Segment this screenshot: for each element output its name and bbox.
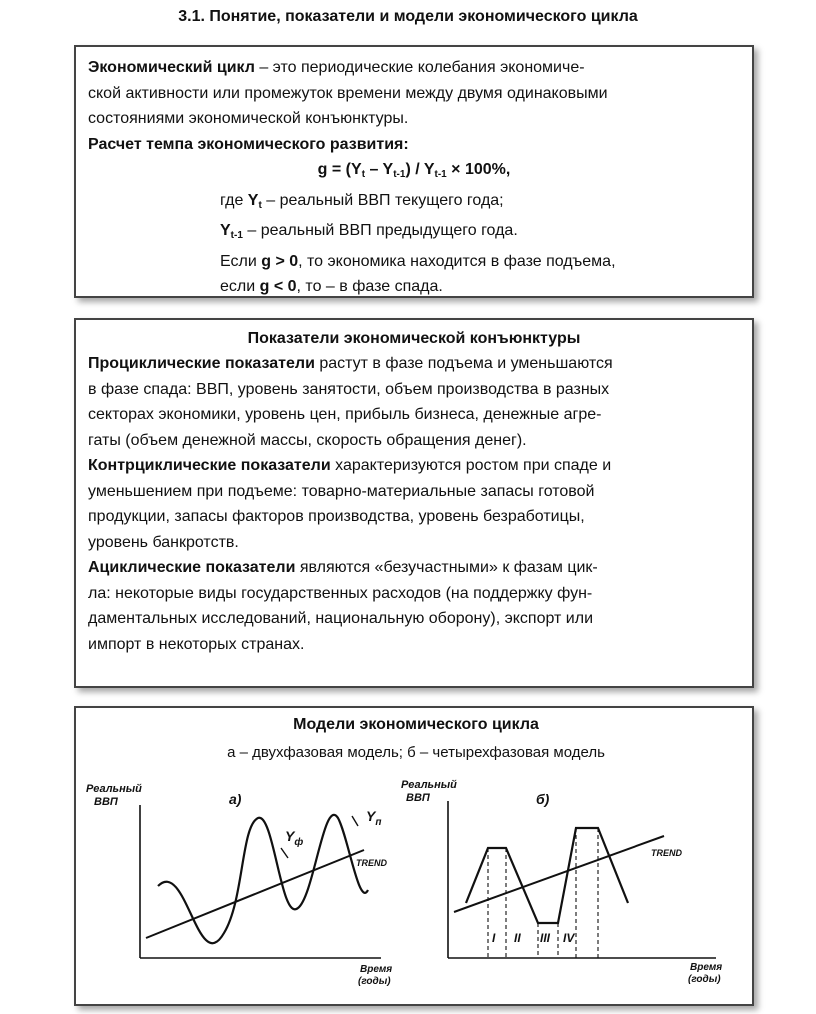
formula-part: ) / Y [405,161,435,178]
counter-line-4: уровень банкротств. [88,533,239,551]
definition-line-2: ской активности или промежуток времени между двумя одинаковыми [88,84,608,102]
formula-part: – Y [365,161,394,178]
counter-term: Контрциклические показатели [88,457,331,474]
g-positive: g > 0 [261,252,299,270]
acyclic-line-3: даментальных исследований, национальную оборону), экспорт или [88,610,594,627]
chart-b-ylabel-2: ВВП [406,792,430,804]
formula-sub: t-1 [434,169,447,180]
definition-box [74,45,754,298]
where-text: – реальный ВВП текущего года; [261,191,504,209]
chart-b [401,779,722,985]
definition-line-1 [88,55,740,81]
chart-a-yp-pointer [352,816,358,826]
counter-line-3: продукции, запасы факторов производства, уровень безработицы, [88,508,585,525]
chart-b-phase-2: II [514,931,521,945]
acyclic-text: являются «безучастными» к фазам цик- [295,559,598,576]
chart-a-yp-y: Y [366,808,376,824]
chart-a-yp-sub: п [375,817,382,828]
chart-a-xlabel-2: (годы) [358,976,391,987]
chart-a-yf-sub: ф [294,837,304,848]
g-negative: g < 0 [259,278,297,295]
chart-a-ylabel-1: Реальный [86,783,142,795]
pro-term: Проциклические показатели [88,355,315,372]
chart-b-trend-line [454,836,664,912]
var-y: Y [220,222,231,239]
definition-term: Экономический цикл [88,59,255,76]
chart-b-phase-1: I [492,931,496,945]
chart-a-trend-label: TREND [356,858,387,868]
models-diagram [76,708,752,1004]
chart-a-trend-line [146,850,364,938]
models-subheading: а – двухфазовая модель; б – четырехфазовая модель [227,744,605,761]
chart-b-label: б) [536,791,550,807]
chart-a-label: а) [229,791,242,807]
chart-a-yf-label [285,828,303,848]
counter-text: характеризуются ростом при спаде и [330,457,612,474]
where-prefix: где [220,191,248,209]
chart-b-xlabel-2: (годы) [688,974,721,985]
growth-formula [88,157,740,188]
var-sub: t [258,199,262,211]
chart-b-xlabel-1: Время [690,962,723,973]
where-line [88,188,740,219]
acyclic-line-4: импорт в некоторых странах. [88,635,305,653]
if-text: , то экономика находится в фазе подъема, [298,252,616,270]
counter-line-2: уменьшением при подъеме: товарно-материальные запасы готовой [88,482,595,500]
formula-sub: t [361,169,366,180]
if-line [88,249,740,275]
prev-text: – реальный ВВП предыдущего года. [242,222,518,239]
models-box [74,706,754,1006]
prev-line [88,218,740,249]
pro-line-3: секторах экономики, уровень цен, прибыль бизнеса, денежные агре- [88,406,602,423]
chart-a-yf-y: Y [285,828,295,844]
page-title: 3.1. Понятие, показатели и модели экономического цикла [178,8,638,25]
definition-text-1: – это периодические колебания экономиче- [254,59,585,76]
chart-b-phase-3: III [540,931,551,945]
chart-b-trend-label: TREND [651,848,682,858]
formula-part: g = (Y [317,161,362,178]
acyclic-line-2: ла: некоторые виды государственных расходов (на поддержку фун- [88,584,593,602]
formula-sub: t-1 [393,169,406,180]
else-text: , то – в фазе спада. [296,278,443,295]
formula-part: × 100%, [446,161,511,178]
indicators-heading: Показатели экономической конъюнктуры [247,330,581,347]
definition-line-3: состояниями экономической конъюнктуры. [88,110,409,127]
indicators-box [74,318,754,688]
pro-line-1 [88,351,740,377]
chart-b-ylabel-1: Реальный [401,779,457,791]
chart-a-xlabel-1: Время [360,964,393,975]
pro-text: растут в фазе подъема и уменьшаются [314,355,613,372]
chart-a-yp-label [366,808,381,828]
chart-a-yf-pointer [281,848,288,858]
pro-line-2: в фазе спада: ВВП, уровень занятости, объем производства в разных [88,380,610,398]
growth-heading: Расчет темпа экономического развития: [88,135,409,153]
chart-a-cycle-curve [158,815,368,943]
chart-a [86,783,392,987]
chart-a-ylabel-2: ВВП [94,796,118,808]
else-prefix: если [220,278,260,295]
models-heading: Модели экономического цикла [293,716,539,733]
if-prefix: Если [220,252,262,270]
acyclic-line-1 [88,555,740,581]
chart-b-cycle-curve [466,828,628,923]
counter-line-1 [88,453,740,479]
else-line [88,274,740,300]
var-sub: t-1 [230,230,243,241]
pro-line-4: гаты (объем денежной массы, скорость обращения денег). [88,431,527,449]
chart-b-phase-4: IV [563,931,575,945]
var-y: Y [247,191,259,209]
acyclic-term: Ациклические показатели [88,559,296,576]
